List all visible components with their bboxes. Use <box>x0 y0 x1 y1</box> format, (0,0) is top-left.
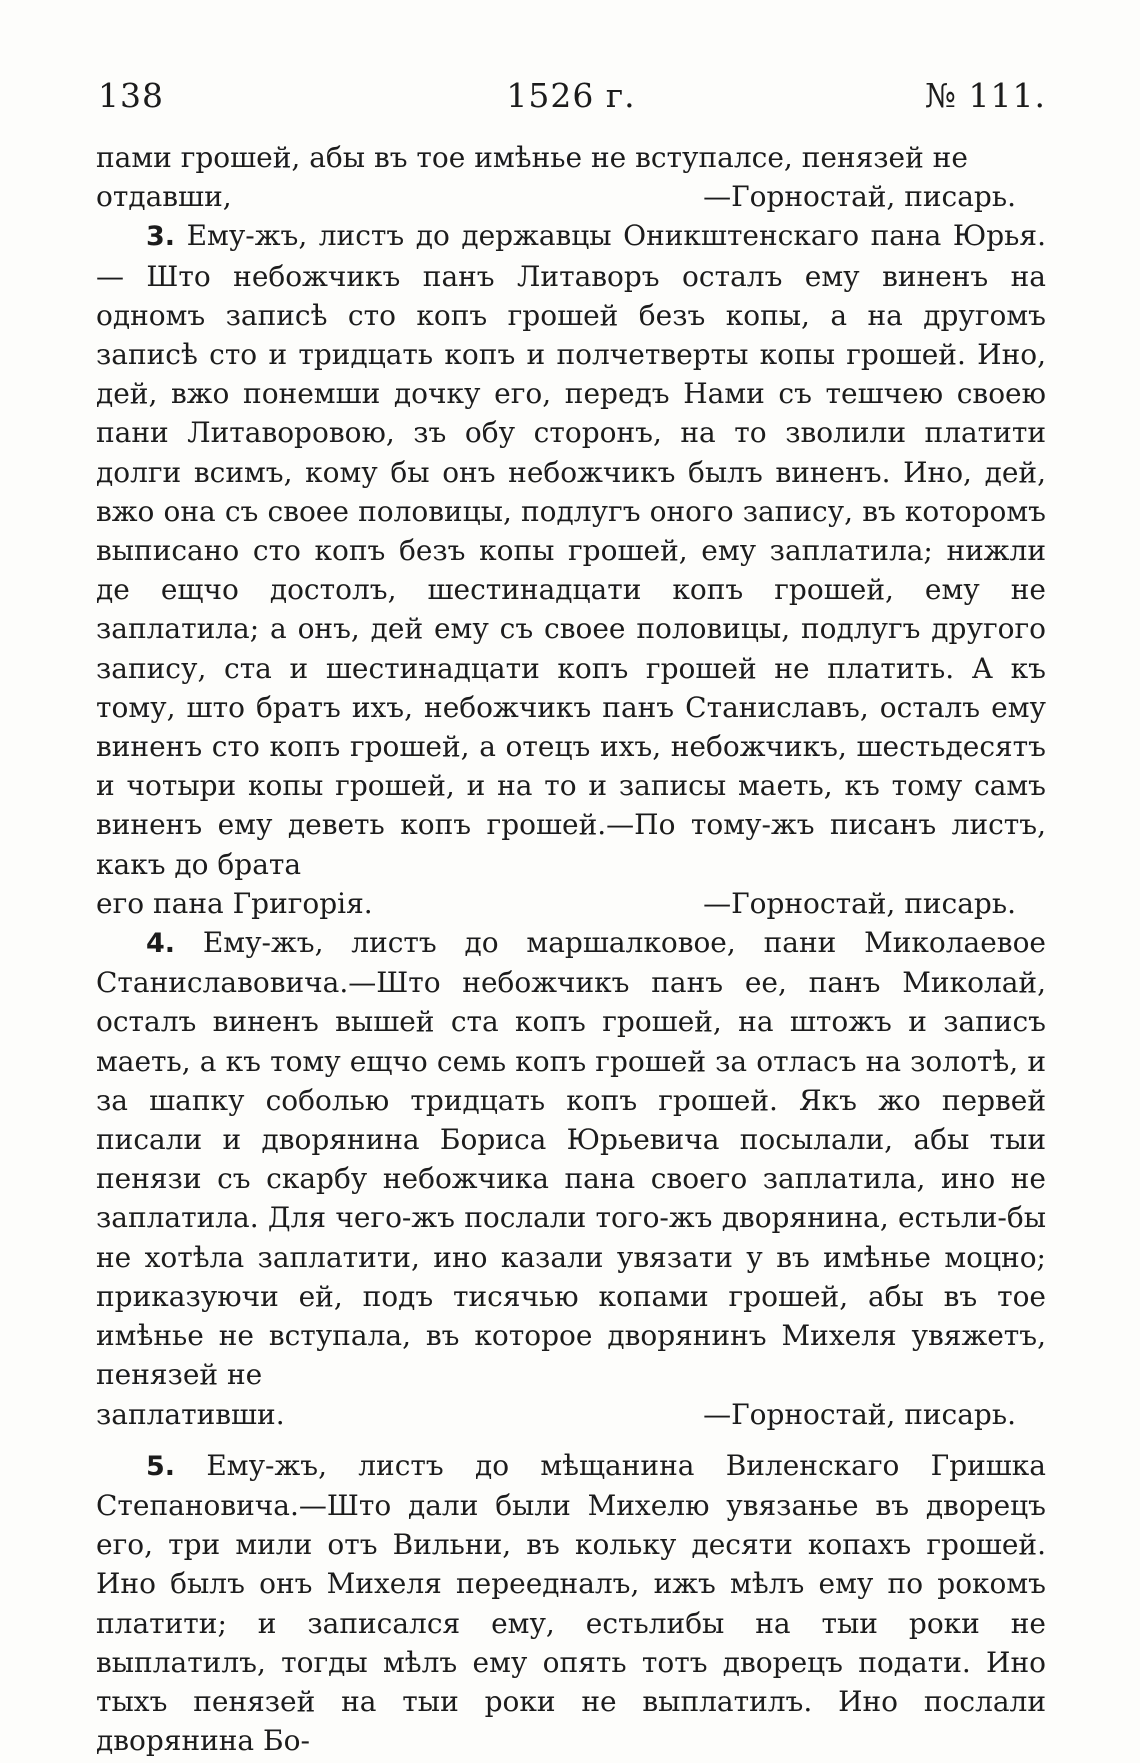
paragraph-4 <box>96 923 1046 1394</box>
paragraph-text: Ему-жъ, листъ до маршалковое, пани Миколаевое Станиславовича.—Што небожчикъ панъ ее, панъ Миколай, осталъ виненъ вышей ста копъ грошей, на штожъ и записъ маеть, а къ тому ещчо семь копъ грошей за отласъ на золотѣ, и за шапку соболью тридцать копъ грошей. Якъ жо первей писали и дворянина Бориса Юрьевича посылали, абы тыи пенязи съ скарбу небожчика пана своего заплатила, ино не заплатила. Для чего-жъ послали того-жъ дворянина, естьли-бы не хотѣла заплатити, ино казали увязати у въ имѣнье моцно; приказуючи ей, подъ тисячью копами грошей, абы въ тое имѣнье не вступала, въ которое дворянинъ Михеля увяжетъ, пенязей не <box>96 926 1046 1392</box>
closing-text: отдавши, <box>96 180 232 214</box>
paragraph-text: пами грошей, абы въ тое имѣнье не вступалсе, пенязей не <box>96 141 968 174</box>
paragraph-text: Ему-жъ, листъ до державцы Оникштенскаго пана Юрья.— Што небожчикъ панъ Литаворъ осталъ ему виненъ на одномъ записѣ сто копъ грошей безъ копы, а на другомъ записѣ сто и тридцать копъ и полчетверты копы грошей. Ино, дей, вжо понемши дочку его, передъ Нами съ тешчею своею пани Литаворовою, зъ обу сторонъ, на то зволили платити долги всимъ, кому бы онъ небожчикъ былъ виненъ. Ино, дей, вжо она съ своее половицы, подлугъ оного запису, въ которомъ выписано сто копъ безъ копы грошей, ему заплатила; нижли де ещчо достолъ, шестинадцати копъ грошей, ему не заплатила; а онъ, дей ему съ своее половицы, подлугъ другого запису, ста и шестинадцати копъ грошей не платить. А къ тому, што братъ ихъ, небожчикъ панъ Станиславъ, осталъ ему виненъ сто копъ грошей, а отецъ ихъ, небожчикъ, шестьдесятъ и чотыри копы грошей, и на то и записы маеть, къ тому самъ виненъ ему деветь копъ грошей.—По тому-жъ писанъ листъ, какъ до брата <box>96 219 1046 881</box>
closing-text: заплативши. <box>96 1397 285 1431</box>
paragraph-3 <box>96 216 1046 883</box>
paragraph-number: 4. <box>146 928 176 960</box>
paragraph-text: Ему-жъ, листъ до мѣщанина Виленскаго Гришка Степановича.—Што дали были Михелю увязанье въ дворецъ его, три мили отъ Вильни, въ кольку десяти копахъ грошей. Ино былъ онъ Михеля переедналъ, ижъ мѣлъ ему по рокомъ платити; и записался ему, естьлибы на тыи роки не выплатилъ, тогды мѣлъ ему опять тотъ дворецъ подати. Ино тыхъ пенязей на тыи роки не выплатилъ. Ино послали дворянина Бо- <box>96 1448 1046 1758</box>
paragraph-number: 3. <box>146 221 176 253</box>
page-number: 138 <box>98 76 164 115</box>
signature: —Горностай, писарь. <box>703 180 1016 214</box>
paragraph-number: 5. <box>146 1450 176 1482</box>
paragraph-continuation <box>96 138 1046 177</box>
signature: —Горностай, писарь. <box>703 1397 1016 1431</box>
closing-line <box>96 884 1046 923</box>
paragraph-gap <box>96 1434 1046 1446</box>
closing-text: его пана Григорія. <box>96 886 373 920</box>
header-year: 1526 г. <box>506 76 636 115</box>
closing-line <box>96 1395 1046 1434</box>
signature: —Горностай, писарь. <box>703 886 1016 920</box>
paragraph-5 <box>96 1446 1046 1761</box>
document-body <box>96 138 1046 1760</box>
closing-line <box>96 177 1046 216</box>
document-number: № 111. <box>924 76 1046 115</box>
page-header <box>96 76 1046 126</box>
